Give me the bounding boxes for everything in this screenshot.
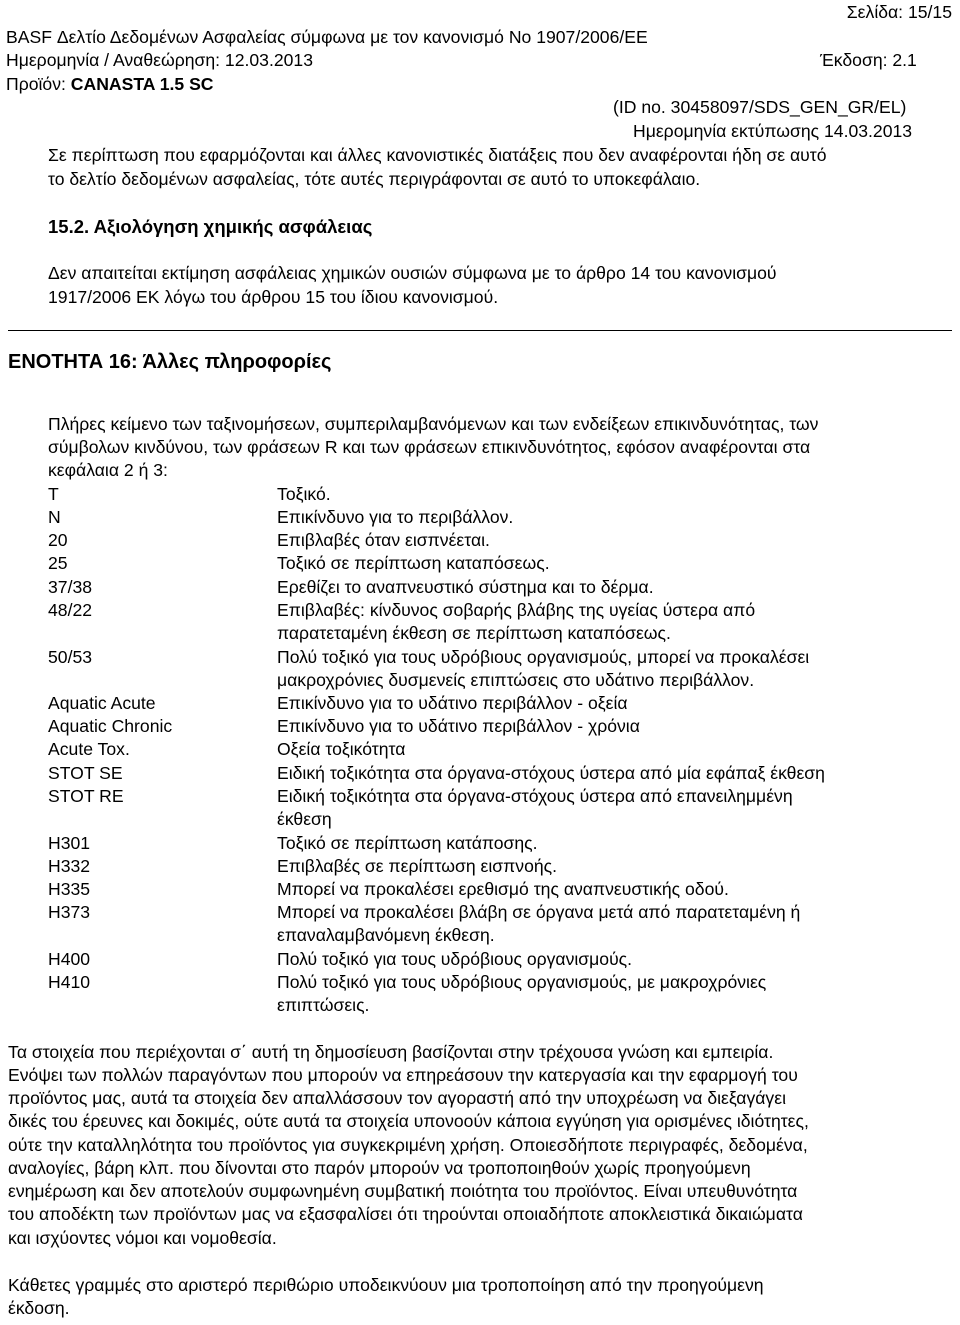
entry-code: H332 (48, 856, 91, 876)
entry-text: Επικίνδυνο για το υδάτινο περιβάλλον - χρόνια (277, 716, 640, 736)
document-id: (ID no. 30458097/SDS_GEN_GR/EL) (613, 97, 907, 117)
product-line (6, 74, 214, 94)
entry-text: Πολύ τοξικό για τους υδρόβιους οργανισμούς. (277, 949, 633, 969)
entry-text: Πολύ τοξικό για τους υδρόβιους οργανισμούς, μπορεί να προκαλέσει (277, 647, 810, 667)
entry-text: Ειδική τοξικότητα στα όργανα-στόχους ύστερα από επανειλημμένη (277, 786, 793, 806)
entry-text-cont: παρατεταμένη έκθεση σε περίπτωση καταπόσεως. (277, 623, 671, 643)
entry-text-cont: έκθεση (277, 809, 332, 829)
section-16-intro-2: σύμβολων κινδύνου, των φράσεων R και των φράσεων επικινδυνότητος, εφόσον αναφέρονται στα (48, 437, 811, 457)
print-date: Ημερομηνία εκτύπωσης 14.03.2013 (633, 121, 913, 141)
entry-code: 48/22 (48, 600, 93, 620)
entry-text: Τοξικό. (277, 484, 331, 504)
entry-code: STOT SE (48, 763, 123, 783)
entry-text-cont: μακροχρόνιες δυσμενείς επιπτώσεις στο υδάτινο περιβάλλον. (277, 670, 755, 690)
entry-code: T (48, 484, 59, 504)
footer-note-line-1: Κάθετες γραμμές στο αριστερό περιθώριο υποδεικνύουν μια τροποποίηση από την προηγούμενη (8, 1275, 764, 1295)
entry-code: Aquatic Chronic (48, 716, 173, 736)
footer-note-line-2: έκδοση. (8, 1298, 70, 1318)
entry-code: Acute Tox. (48, 739, 130, 759)
disclaimer-line: ούτε την καταλληλότητα του προϊόντος για συγκεκριμένη χρήση. Οποιεσδήποτε περιγραφές, δεδομένα, (8, 1135, 808, 1155)
entry-code: H301 (48, 833, 91, 853)
entry-text: Επιβλαβές όταν εισπνέεται. (277, 530, 490, 550)
entry-code: N (48, 507, 61, 527)
section-15-2-title: 15.2. Αξιολόγηση χημικής ασφάλειας (48, 216, 373, 237)
page-number: Σελίδα: 15/15 (846, 2, 952, 22)
edition: Έκδοση: 2.1 (820, 50, 917, 70)
document-title: BASF Δελτίο Δεδομένων Ασφαλείας σύμφωνα με τον κανονισμό Νο 1907/2006/ΕΕ (6, 27, 648, 47)
entry-code: H400 (48, 949, 91, 969)
section-15-2-line-2: 1917/2006 ΕΚ λόγω του άρθρου 15 του ίδιου κανονισμού. (48, 287, 499, 307)
entry-text: Επιβλαβές σε περίπτωση εισπνοής. (277, 856, 558, 876)
disclaimer-line: του αποδέκτη των προϊόντων μας να εξασφαλίσει ότι τηρούνται οποιαδήποτε αποκλειστικά δικαιώματα (8, 1204, 803, 1224)
product-name: CANASTA 1.5 SC (70, 74, 214, 94)
section-divider (8, 330, 952, 331)
entry-text: Οξεία τοξικότητα (277, 739, 406, 759)
disclaimer-line: προϊόντος μας, αυτά τα στοιχεία δεν απαλλάσσουν τον αγοραστή από την υποχρέωση να διεξαγάγει (8, 1088, 786, 1108)
entry-text: Τοξικό σε περίπτωση κατάποσης. (277, 833, 538, 853)
entry-text: Μπορεί να προκαλέσει ερεθισμό της αναπνευστικής οδού. (277, 879, 729, 899)
entry-text: Τοξικό σε περίπτωση καταπόσεως. (277, 553, 550, 573)
disclaimer-line: δικές του έρευνες και δοκιμές, ούτε αυτά τα στοιχεία υπονοούν κάποια εγγύηση για ορισμένες ιδιότητες, (8, 1111, 809, 1131)
entry-code: 25 (48, 553, 68, 573)
entry-text: Ειδική τοξικότητα στα όργανα-στόχους ύστερα από μία εφάπαξ έκθεση (277, 763, 825, 783)
entry-text-cont: επαναλαμβανόμενη έκθεση. (277, 925, 495, 945)
product-label: Προϊόν: (6, 74, 66, 94)
entry-code: 50/53 (48, 647, 93, 667)
disclaimer-line: ενημέρωση και δεν αποτελούν συμφωνημένη συμβατική ποιότητα του προϊόντος. Είναι υπευθυνότητα (8, 1181, 798, 1201)
entry-code: H410 (48, 972, 91, 992)
section-16-intro-1: Πλήρες κείμενο των ταξινομήσεων, συμπεριλαμβανόμενων και των ενδείξεων επικινδυνότητας, των (48, 414, 819, 434)
intro-line-1: Σε περίπτωση που εφαρμόζονται και άλλες κανονιστικές διατάξεις που δεν αναφέρονται ήδη σε αυτό (48, 145, 827, 165)
entry-code: STOT RE (48, 786, 124, 806)
entry-text: Επικίνδυνο για το περιβάλλον. (277, 507, 514, 527)
entry-text: Ερεθίζει το αναπνευστικό σύστημα και το δέρμα. (277, 577, 654, 597)
entry-code: H373 (48, 902, 91, 922)
section-16-title: ΕΝΟΤΗΤΑ 16: Άλλες πληροφορίες (8, 351, 332, 373)
intro-line-2: το δελτίο δεδομένων ασφαλείας, τότε αυτές περιγράφονται σε αυτό το υποκεφάλαιο. (48, 169, 701, 189)
entry-code: Aquatic Acute (48, 693, 156, 713)
entry-text: Μπορεί να προκαλέσει βλάβη σε όργανα μετά από παρατεταμένη ή (277, 902, 801, 922)
disclaimer-line: Ενόψει των πολλών παραγόντων που μπορούν να επηρεάσουν την κατεργασία και την εφαρμογή του (8, 1065, 798, 1085)
disclaimer-line: και ισχύοντες νόμοι και νομοθεσία. (8, 1228, 277, 1248)
disclaimer-line: Τα στοιχεία που περιέχονται σ΄ αυτή τη δημοσίευση βασίζονται στην τρέχουσα γνώση και εμπειρία. (8, 1042, 774, 1062)
entry-code: 37/38 (48, 577, 93, 597)
entry-text: Επικίνδυνο για το υδάτινο περιβάλλον - οξεία (277, 693, 628, 713)
entry-text: Πολύ τοξικό για τους υδρόβιους οργανισμούς, με μακροχρόνιες (277, 972, 767, 992)
disclaimer-line: αναλογίες, βάρη κλπ. που δίνονται στο παρόν μπορούν να τροποποιηθούν χωρίς προηγούμενη (8, 1158, 751, 1178)
section-15-2-line-1: Δεν απαιτείται εκτίμηση ασφάλειας χημικών ουσιών σύμφωνα με το άρθρο 14 του κανονισμού (48, 263, 777, 283)
revision-date: Ημερομηνία / Αναθεώρηση: 12.03.2013 (6, 50, 313, 70)
section-16-intro-3: κεφάλαια 2 ή 3: (48, 460, 168, 480)
entry-code: H335 (48, 879, 91, 899)
entry-text: Επιβλαβές: κίνδυνος σοβαρής βλάβης της υγείας ύστερα από (277, 600, 756, 620)
entry-code: 20 (48, 530, 68, 550)
entry-text-cont: επιπτώσεις. (277, 995, 370, 1015)
